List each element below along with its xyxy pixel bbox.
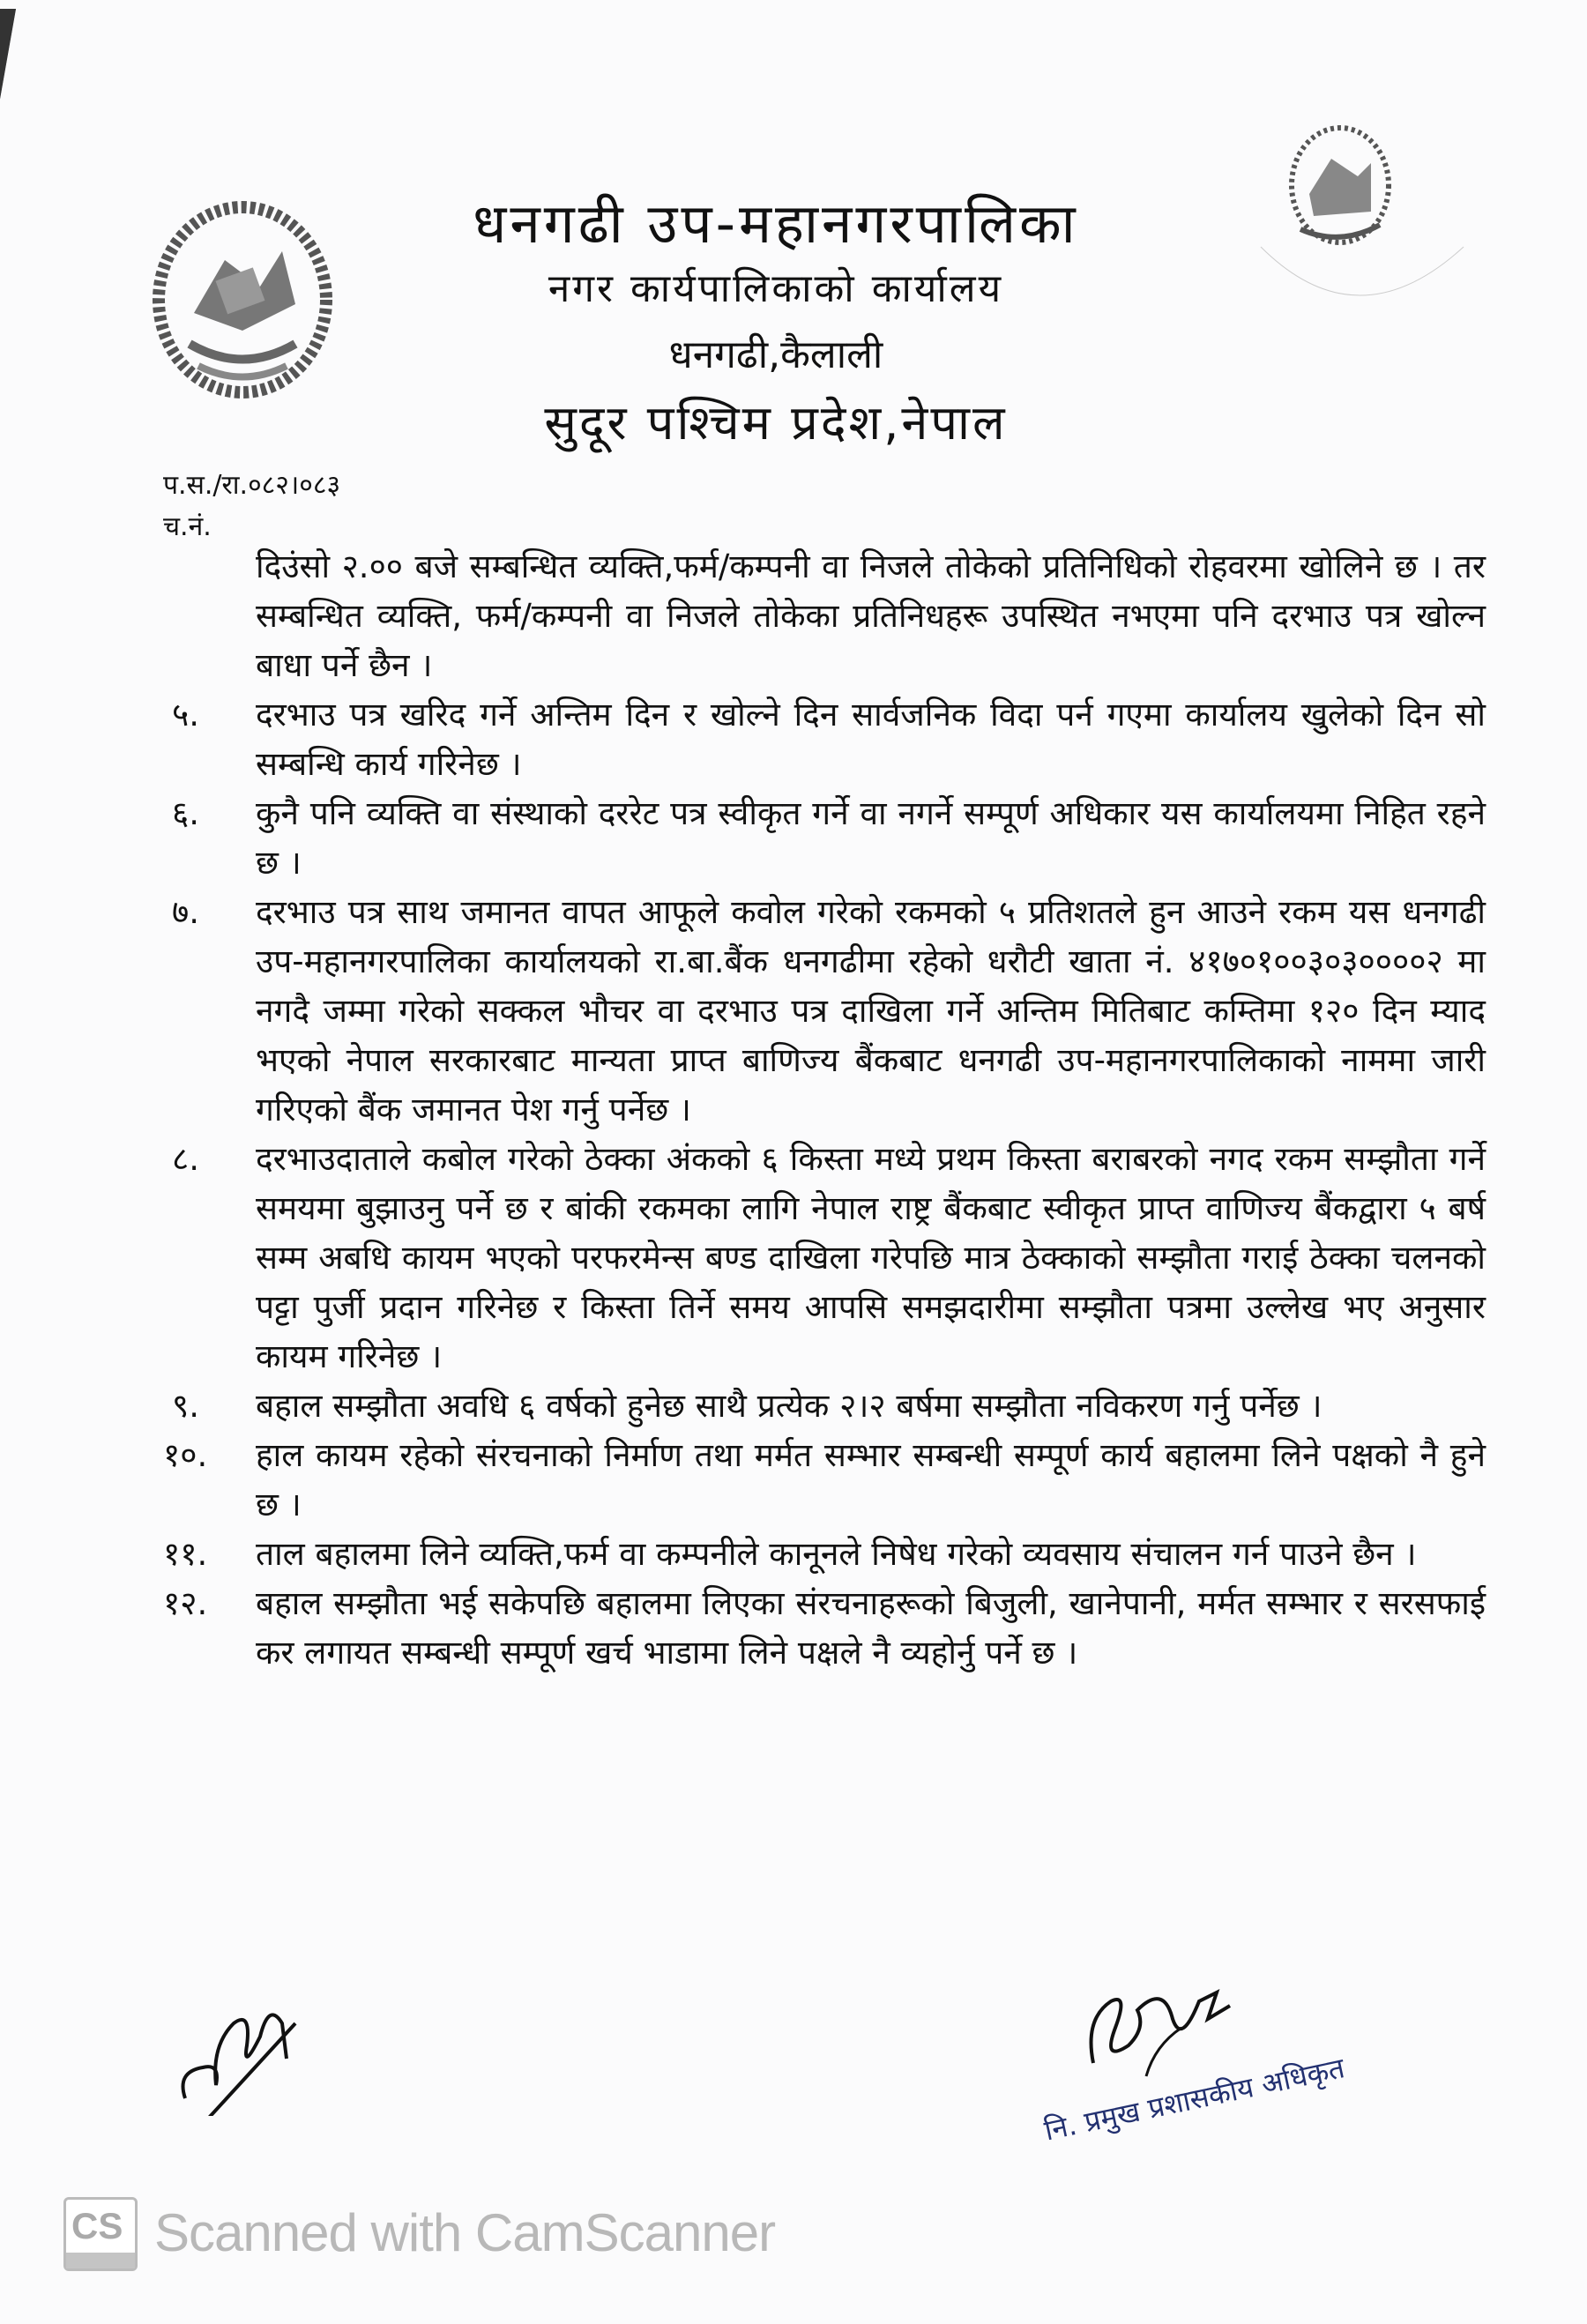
signature-left <box>172 1975 366 2116</box>
dispatch-number: च.नं. <box>163 511 212 542</box>
clause-10 <box>163 1431 1486 1530</box>
office-stamp-icon <box>1226 115 1481 370</box>
clause-number: ५. <box>172 696 200 734</box>
clause-text: दरभाउ पत्र खरिद गर्ने अन्तिम दिन र खोल्ने दिन सार्वजनिक विदा पर्न गएमा कार्यालय खुलेको दिन सो सम्बन्धि कार्य गरिनेछ । <box>256 696 1486 783</box>
clause-text: ताल बहालमा लिने व्यक्ति,फर्म वा कम्पनीले कानूनले निषेध गरेको व्यवसाय संचालन गर्न पाउने छैन । <box>256 1535 1417 1573</box>
clause-number: ९. <box>172 1387 200 1425</box>
clause-7 <box>172 888 1486 1135</box>
camscanner-logo-text: CS <box>71 2205 123 2246</box>
clause-8 <box>172 1135 1486 1382</box>
office-location: धनगढी,कैलाली <box>668 332 883 377</box>
clause-text: हाल कायम रहेको संरचनाको निर्माण तथा मर्मत सम्भार सम्बन्धी सम्पूर्ण कार्य बहालमा लिने पक्षको नै हुने छ । <box>256 1436 1486 1523</box>
clause-number: ८. <box>172 1140 200 1178</box>
clause-5 <box>172 690 1486 789</box>
scan-edge-shadow <box>0 9 18 132</box>
nepal-emblem-icon <box>128 198 357 401</box>
clause-9 <box>172 1382 1486 1431</box>
camscanner-watermark: Scanned with CamScanner <box>154 2203 776 2262</box>
clause-12 <box>163 1579 1486 1678</box>
clause-number: १०. <box>163 1436 208 1474</box>
clause-text: दरभाउदाताले कबोल गरेको ठेक्का अंकको ६ किस्ता मध्ये प्रथम किस्ता बराबरको नगद रकम सम्झौता गर्ने समयमा बुझाउनु पर्ने छ र बांकी रकमका लागि नेपाल राष्ट्र बैंकबाट स्वीकृत प्राप्त वाणिज्य बैंकद्वारा ५ बर्ष सम्म अबधि कायम भएको परफरमेन्स बण्ड दाखिला गरेपछि मात्र ठेक्काको सम्झौता गराई ठेक्का चलनको पट्टा पुर्जी प्रदान गरिनेछ र किस्ता तिर्ने समय आपसि समझदारीमा सम्झौता पत्रमा उल्लेख भए अनुसार कायम गरिनेछ । <box>256 1140 1486 1375</box>
clause-number: ६. <box>172 794 200 832</box>
signature-right <box>1076 1966 1252 2081</box>
clause-text: कुनै पनि व्यक्ति वा संस्थाको दररेट पत्र स्वीकृत गर्ने वा नगर्ने सम्पूर्ण अधिकार यस कार्यालयमा निहित रहने छ । <box>256 794 1486 882</box>
clause-text: दरभाउ पत्र साथ जमानत वापत आफूले कवोल गरेको रकमको ५ प्रतिशतले हुन आउने रकम यस धनगढी उप-महानगरपालिका कार्यालयको रा.बा.बैंक धनगढीमा रहेको धरौटी खाता नं. ४१७०१००३०३००००२ मा नगदै जम्मा गरेको सक्कल भौचर वा दरभाउ पत्र दाखिला गर्ने अन्तिम मितिबाट कम्तिमा १२० दिन म्याद भएको नेपाल सरकारबाट मान्यता प्राप्त बाणिज्य बैंकबाट धनगढी उप-महानगरपालिकाको नाममा जारी गरिएको बैंक जमानत पेश गर्नु पर्नेछ । <box>256 893 1486 1128</box>
clause-6 <box>172 789 1486 888</box>
camscanner-logo-icon <box>63 2197 138 2271</box>
letter-number: प.स./रा.०८२।०८३ <box>163 470 341 501</box>
clause-number: ७. <box>172 893 200 931</box>
province-name: सुदूर पश्चिम प्रदेश,नेपाल <box>544 395 1008 451</box>
officer-title: नि. प्रमुख प्रशासकीय अधिकृत <box>1041 2051 1348 2148</box>
clause-text: बहाल सम्झौता भई सकेपछि बहालमा लिएका संरचनाहरूको बिजुली, खानेपानी, मर्मत सम्भार र सरसफाई कर लगायत सम्बन्धी सम्पूर्ण खर्च भाडामा लिने पक्षले नै व्यहोर्नु पर्ने छ । <box>256 1584 1486 1672</box>
clause-text: बहाल सम्झौता अवधि ६ वर्षको हुनेछ साथै प्रत्येक २।२ बर्षमा सम्झौता नविकरण गर्नु पर्नेछ । <box>256 1387 1322 1425</box>
municipality-title: धनगढी उप-महानगरपालिका <box>473 191 1079 256</box>
clause-number: १२. <box>163 1584 208 1622</box>
clause-11 <box>163 1530 1486 1579</box>
document-body <box>163 542 1486 1678</box>
clause-number: ११. <box>163 1535 208 1573</box>
continuation-paragraph: दिउंसो २.०० बजे सम्बन्धित व्यक्ति,फर्म/कम्पनी वा निजले तोकेको प्रतिनिधिको रोहवरमा खोलिने छ । तर सम्बन्धित व्यक्ति, फर्म/कम्पनी वा निजले तोकेका प्रतिनिधहरू उपस्थित नभएमा पनि दरभाउ पत्र खोल्न बाधा पर्ने छैन । <box>256 547 1486 684</box>
office-name: नगर कार्यपालिकाको कार्यालय <box>548 266 1004 311</box>
